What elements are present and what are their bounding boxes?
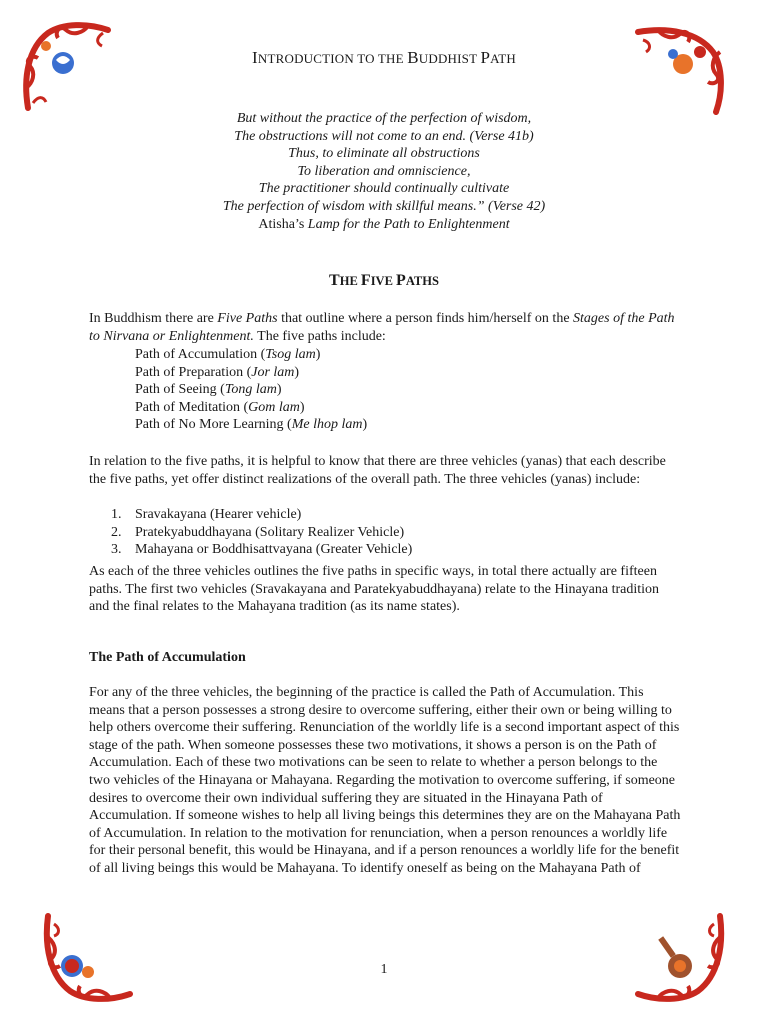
corner-ornament-icon bbox=[18, 18, 118, 118]
list-item: Path of Meditation (Gom lam) bbox=[135, 399, 305, 415]
list-item: Path of Preparation (Jor lam) bbox=[135, 364, 300, 380]
corner-ornament-icon bbox=[628, 22, 728, 122]
verse-line: The obstructions will not come to an end. (Verse 41b) bbox=[234, 128, 534, 144]
verse-line: The perfection of wisdom with skillful means.” (Verse 42) bbox=[222, 198, 546, 214]
section-heading-five-paths: THE FIVE PATHS bbox=[329, 272, 439, 289]
verse-attribution: Atisha’s Lamp for the Path to Enlightenment bbox=[258, 216, 510, 232]
corner-ornament-icon bbox=[628, 906, 728, 1006]
list-item: 2. Pratekyabuddhayana (Solitary Realizer Vehicle) bbox=[111, 524, 405, 540]
verse-line: Thus, to eliminate all obstructions bbox=[288, 146, 480, 162]
accumulation-paragraph: For any of the three vehicles, the beginning of the practice is called the Path of Accumulation. This means that a person possesses a strong desire to overcome suffering, either their own or being willing to help others overcome their suffering. Renunciation of the worldly life is a second important aspect of this stage of the path. When someone possesses these two motivations, it shows a person is on the Path of Accumulation. Each of these two motivations can be seen to relate to whether a person belongs to the two vehicles of the Hinayana or Mahayana. Regarding the motivation to overcome suffering, if someone desires to overcome their own individual suffering they are situated in the Hinayana Path of Accumulation. If someone wishes to help all living beings this determines they are on the Mahayana Path of Accumulation. In relation to the motivation for renunciation, when a person renounces a worldly life for their personal benefit, this would be Hinayana, and if a person renounces a worldly life for the benefit of all living beings this would be Mahayana. To identify oneself as being on the Mahayana Path of bbox=[89, 685, 681, 876]
list-item: 1. Sravakayana (Hearer vehicle) bbox=[111, 507, 302, 522]
verse-line: The practitioner should continually cultivate bbox=[258, 181, 510, 197]
list-item: 3. Mahayana or Boddhisattvayana (Greater Vehicle) bbox=[111, 542, 413, 558]
section-heading-accumulation: The Path of Accumulation bbox=[89, 650, 246, 665]
list-item: Path of Accumulation (Tsog lam) bbox=[135, 347, 321, 362]
list-item: Path of Seeing (Tong lam) bbox=[135, 382, 282, 398]
five-paths-list bbox=[135, 346, 367, 434]
vehicles-paragraph: In relation to the five paths, it is helpful to know that there are three vehicles (yanas) that each describe the five paths, yet offer distinct realizations of the overall path. The three vehicles (yanas) include: bbox=[89, 454, 666, 487]
page-number: 1 bbox=[380, 962, 388, 977]
verse-line: To liberation and omniscience, bbox=[297, 163, 471, 179]
page-title: INTRODUCTION TO THE BUDDHIST PATH bbox=[252, 48, 516, 67]
list-item: Path of No More Learning (Me lhop lam) bbox=[135, 417, 368, 433]
corner-ornament-icon bbox=[40, 906, 140, 1006]
fifteen-paths-paragraph: As each of the three vehicles outlines the five paths in specific ways, in total there actually are fifteen paths. The first two vehicles (Sravakayana and Paratekyabuddhayana) relate to the Hinayana tradition and the final relates to the Mahayana tradition (as its name states). bbox=[89, 564, 660, 615]
epigraph-verse bbox=[0, 110, 768, 233]
intro-paragraph: In Buddhism there are Five Paths that outline where a person finds him/herself on the Stages of the Path to Nirvana or Enlightenment. The five paths include: bbox=[89, 311, 675, 344]
vehicles-list bbox=[111, 506, 412, 559]
verse-line: But without the practice of the perfection of wisdom, bbox=[236, 111, 532, 126]
